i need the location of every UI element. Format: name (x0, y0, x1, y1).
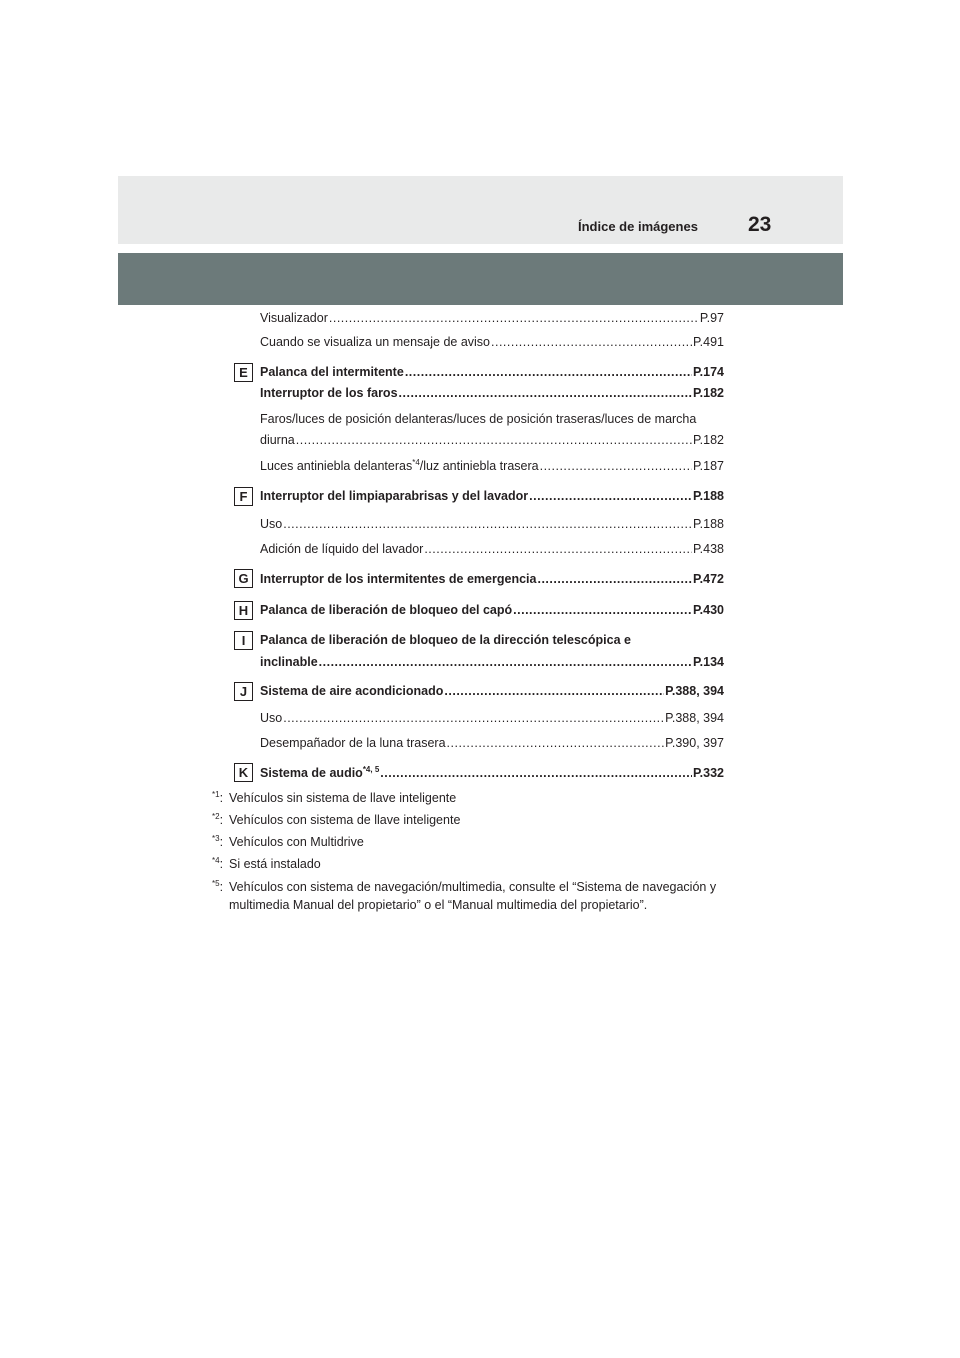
toc-entry[interactable]: Uso ..... P.388, 394 (260, 710, 724, 726)
header-band (118, 176, 843, 244)
toc-entry[interactable]: Palanca del intermitente ..... P.174 (260, 364, 724, 380)
badge-k: K (234, 763, 253, 782)
badge-i: I (234, 631, 253, 650)
badge-g: G (234, 569, 253, 588)
toc-entry[interactable]: Sistema de audio$^{*4, 5}$ ..... P.332 (260, 765, 724, 781)
toc-entry[interactable]: Interruptor de los faros ..... P.182 (260, 385, 724, 401)
section-title: Índice de imágenes (578, 219, 698, 234)
toc-entry[interactable]: Luces antiniebla delanteras$^{*4}$/luz antiniebla trasera ..... P.187 (260, 458, 724, 474)
toc-entry[interactable]: Cuando se visualiza un mensaje de aviso ..... P.491 (260, 334, 724, 350)
section-bar (118, 253, 843, 305)
footnote: $^{*5}$: Vehículos con sistema de navegación/multimedia, consulte el “Sistema de navegación y multimedia Manual del propietario” o el “Manual multimedia del propietario”. (212, 878, 717, 912)
badge-f: F (234, 487, 253, 506)
toc-entry[interactable]: Adición de líquido del lavador ..... P.438 (260, 541, 724, 557)
badge-j: J (234, 682, 253, 701)
footnote: $^{*3}$: Vehículos con Multidrive (212, 833, 364, 849)
toc-entry[interactable]: Visualizador ..... P.97 (260, 310, 724, 326)
badge-h: H (234, 601, 253, 620)
toc-entry[interactable]: Palanca de liberación de bloqueo de la dirección telescópica e inclinable ..... P.134 (260, 632, 724, 670)
toc-entry[interactable]: Palanca de liberación de bloqueo del capó ..... P.430 (260, 602, 724, 618)
toc-entry[interactable]: Uso ..... P.188 (260, 516, 724, 532)
badge-e: E (234, 363, 253, 382)
footnote: $^{*4}$: Si está instalado (212, 855, 321, 871)
toc-entry[interactable]: Faros/luces de posición delanteras/luces de posición traseras/luces de marcha diurna ..... P.182 (260, 411, 724, 448)
footnote: $^{*1}$: Vehículos sin sistema de llave inteligente (212, 789, 457, 805)
toc-entry[interactable]: Interruptor del limpiaparabrisas y del lavador ..... P.188 (260, 488, 724, 504)
toc-entry[interactable]: Interruptor de los intermitentes de emergencia ..... P.472 (260, 571, 724, 587)
toc-entry[interactable]: Sistema de aire acondicionado ..... P.388, 394 (260, 683, 724, 699)
footnote: $^{*2}$: Vehículos con sistema de llave inteligente (212, 811, 461, 827)
page-number: 23 (748, 213, 772, 236)
toc-entry[interactable]: Desempañador de la luna trasera ..... P.390, 397 (260, 735, 724, 751)
